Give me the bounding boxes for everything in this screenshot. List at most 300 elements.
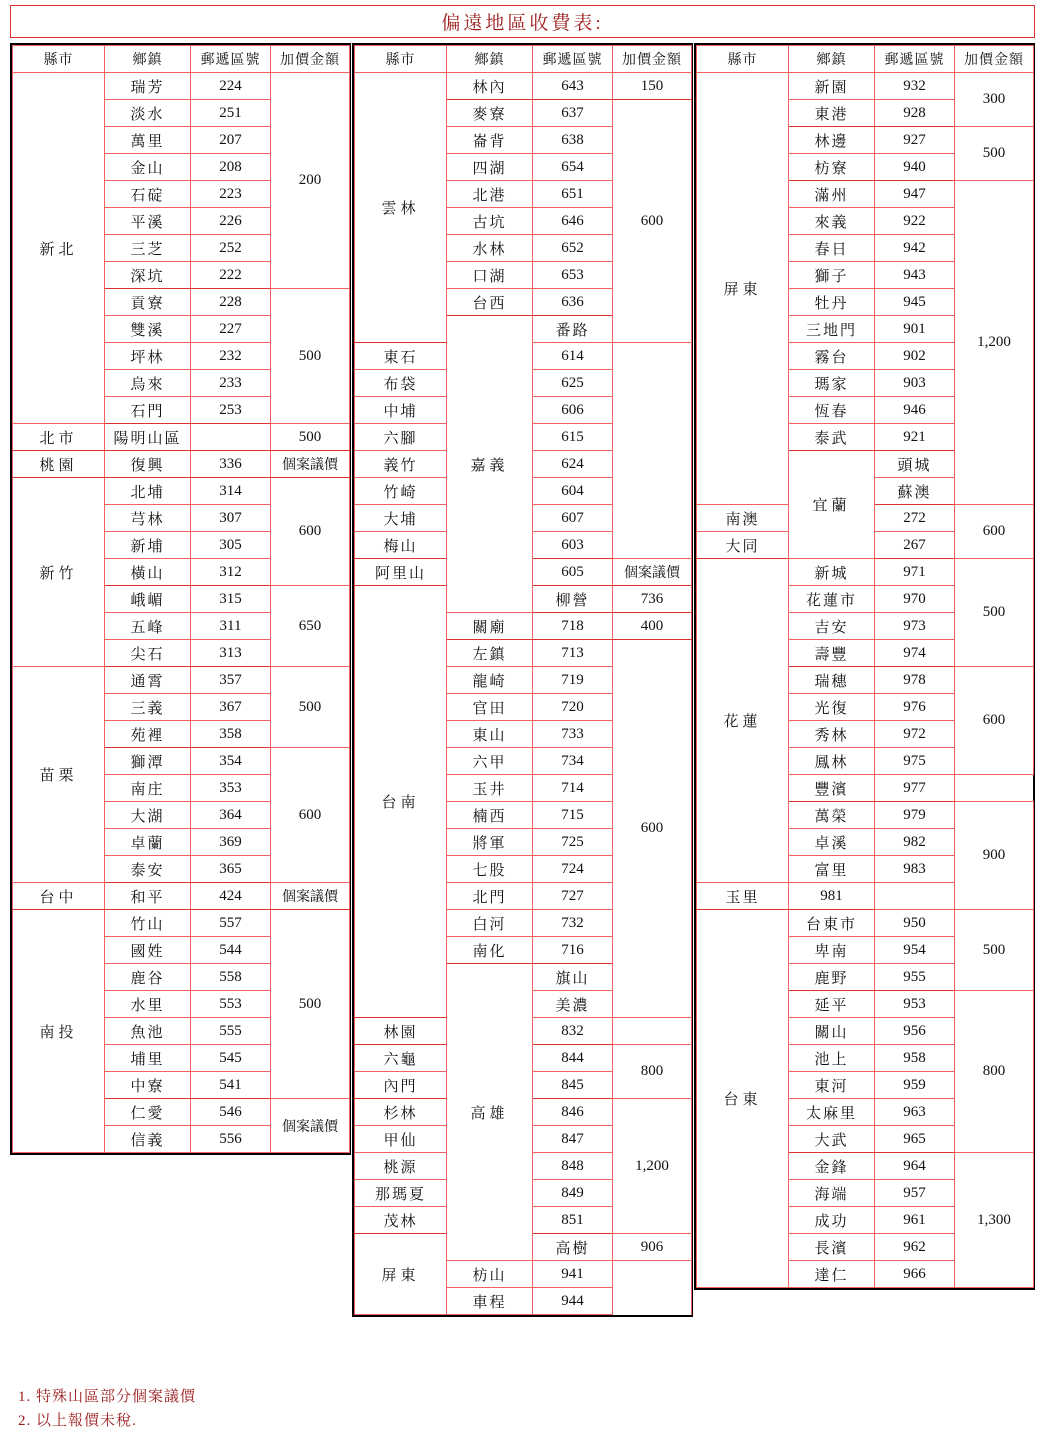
cell-county: 北市 (13, 424, 105, 451)
cell-town: 大同 (697, 532, 789, 559)
cell-town: 梅山 (355, 532, 447, 559)
cell-zipcode: 545 (191, 1045, 271, 1072)
cell-zipcode: 941 (533, 1261, 613, 1288)
cell-zipcode: 944 (533, 1288, 613, 1315)
cell-fee: 600 (613, 640, 692, 1018)
cell-zipcode: 736 (613, 586, 692, 613)
cell-zipcode: 848 (533, 1153, 613, 1180)
cell-zipcode: 954 (875, 937, 955, 964)
cell-zipcode: 233 (191, 370, 271, 397)
cell-town: 尖石 (105, 640, 191, 667)
cell-town: 橫山 (105, 559, 191, 586)
cell-zipcode: 646 (533, 208, 613, 235)
cell-fee: 500 (271, 910, 350, 1099)
cell-zipcode: 902 (875, 343, 955, 370)
cell-town: 水林 (447, 235, 533, 262)
cell-town: 關廟 (447, 613, 533, 640)
cell-town: 豐濱 (789, 775, 875, 802)
cell-zipcode: 606 (533, 397, 613, 424)
cell-town: 美濃 (533, 991, 613, 1018)
cell-fee: 150 (613, 73, 692, 100)
cell-town: 通霄 (105, 667, 191, 694)
cell-town: 林內 (447, 73, 533, 100)
cell-zipcode: 983 (875, 856, 955, 883)
cell-town: 春日 (789, 235, 875, 262)
table-block-left (10, 43, 351, 1155)
cell-town: 南庄 (105, 775, 191, 802)
cell-town: 東河 (789, 1072, 875, 1099)
cell-zipcode: 846 (533, 1099, 613, 1126)
cell-fee: 個案議價 (271, 1099, 350, 1153)
header-zip: 郵遞區號 (533, 46, 613, 73)
footer-note: 2. 以上報價未稅. (18, 1413, 137, 1429)
cell-town: 淡水 (105, 100, 191, 127)
cell-zipcode: 558 (191, 964, 271, 991)
cell-county: 南投 (13, 910, 105, 1153)
table-row (355, 73, 692, 100)
cell-town: 內門 (355, 1072, 447, 1099)
cell-town: 滿州 (789, 181, 875, 208)
header-fee: 加價金額 (271, 46, 350, 73)
cell-town: 楠西 (447, 802, 533, 829)
cell-town: 關山 (789, 1018, 875, 1045)
cell-town: 瑞芳 (105, 73, 191, 100)
cell-fee: 個案議價 (271, 451, 350, 478)
cell-zipcode: 732 (533, 910, 613, 937)
cell-town: 壽豐 (789, 640, 875, 667)
cell-town: 三地門 (789, 316, 875, 343)
cell-zipcode: 226 (191, 208, 271, 235)
cell-town: 大埔 (355, 505, 447, 532)
cell-zipcode: 546 (191, 1099, 271, 1126)
table-body (13, 73, 350, 1153)
table-header (697, 46, 1034, 73)
cell-zipcode: 354 (191, 748, 271, 775)
cell-town: 林園 (355, 1018, 447, 1045)
cell-town: 旗山 (533, 964, 613, 991)
cell-town: 泰武 (789, 424, 875, 451)
cell-town: 六腳 (355, 424, 447, 451)
cell-county: 台南 (355, 586, 447, 1018)
cell-town: 車程 (447, 1288, 533, 1315)
cell-town: 烏來 (105, 370, 191, 397)
cell-town: 中寮 (105, 1072, 191, 1099)
cell-town: 埔里 (105, 1045, 191, 1072)
cell-town: 瑪家 (789, 370, 875, 397)
cell-town: 光復 (789, 694, 875, 721)
cell-zipcode: 604 (533, 478, 613, 505)
cell-zipcode: 845 (533, 1072, 613, 1099)
cell-zipcode: 253 (191, 397, 271, 424)
cell-fee: 個案議價 (271, 883, 350, 910)
cell-town: 信義 (105, 1126, 191, 1153)
cell-zipcode: 964 (875, 1153, 955, 1180)
cell-zipcode: 955 (875, 964, 955, 991)
cell-town: 台東市 (789, 910, 875, 937)
cell-zipcode: 851 (533, 1207, 613, 1234)
cell-town: 石碇 (105, 181, 191, 208)
cell-zipcode: 353 (191, 775, 271, 802)
cell-town: 卓溪 (789, 829, 875, 856)
cell-zipcode: 207 (191, 127, 271, 154)
cell-town: 長濱 (789, 1234, 875, 1261)
cell-zipcode: 979 (875, 802, 955, 829)
cell-zipcode: 844 (533, 1045, 613, 1072)
cell-fee: 800 (613, 1045, 692, 1099)
cell-town: 獅子 (789, 262, 875, 289)
cell-town: 復興 (105, 451, 191, 478)
cell-zipcode: 603 (533, 532, 613, 559)
cell-town: 南化 (447, 937, 533, 964)
cell-fee: 1,200 (613, 1099, 692, 1234)
cell-town: 番路 (533, 316, 613, 343)
cell-town: 將軍 (447, 829, 533, 856)
cell-town: 杉林 (355, 1099, 447, 1126)
header-fee: 加價金額 (613, 46, 692, 73)
cell-town: 秀林 (789, 721, 875, 748)
cell-zipcode: 953 (875, 991, 955, 1018)
cell-zipcode: 981 (789, 883, 875, 910)
cell-zipcode: 224 (191, 73, 271, 100)
header-county: 縣市 (355, 46, 447, 73)
cell-town: 布袋 (355, 370, 447, 397)
cell-town: 瑞穗 (789, 667, 875, 694)
cell-town: 阿里山 (355, 559, 447, 586)
footer-notes (18, 1385, 618, 1433)
cell-town: 中埔 (355, 397, 447, 424)
cell-town: 林邊 (789, 127, 875, 154)
cell-town: 七股 (447, 856, 533, 883)
cell-fee: 600 (955, 505, 1034, 559)
header-row (697, 46, 1034, 73)
cell-town: 貢寮 (105, 289, 191, 316)
cell-county: 高雄 (447, 964, 533, 1261)
cell-zipcode: 982 (875, 829, 955, 856)
cell-zipcode: 928 (875, 100, 955, 127)
table-block-middle (352, 43, 693, 1317)
cell-zipcode: 365 (191, 856, 271, 883)
cell-zipcode: 719 (533, 667, 613, 694)
header-town: 鄉鎮 (447, 46, 533, 73)
page-title: 偏遠地區收費表: (441, 13, 604, 34)
cell-zipcode: 832 (533, 1018, 613, 1045)
cell-town: 四湖 (447, 154, 533, 181)
cell-town: 坪林 (105, 343, 191, 370)
cell-town: 三義 (105, 694, 191, 721)
cell-town: 頭城 (875, 451, 955, 478)
header-fee: 加價金額 (955, 46, 1034, 73)
table-row (13, 667, 350, 694)
cell-town: 新城 (789, 559, 875, 586)
cell-town: 石門 (105, 397, 191, 424)
cell-zipcode: 713 (533, 640, 613, 667)
cell-zipcode: 314 (191, 478, 271, 505)
cell-zipcode: 970 (875, 586, 955, 613)
cell-town: 和平 (105, 883, 191, 910)
cell-fee: 500 (955, 910, 1034, 991)
table-header (13, 46, 350, 73)
cell-zipcode: 557 (191, 910, 271, 937)
cell-zipcode: 901 (875, 316, 955, 343)
cell-town: 東港 (789, 100, 875, 127)
cell-town: 陽明山區 (105, 424, 191, 451)
cell-zipcode: 932 (875, 73, 955, 100)
cell-town: 花蓮市 (789, 586, 875, 613)
cell-fee: 500 (271, 667, 350, 748)
cell-zipcode: 720 (533, 694, 613, 721)
cell-zipcode: 651 (533, 181, 613, 208)
cell-zipcode: 305 (191, 532, 271, 559)
cell-town: 萬里 (105, 127, 191, 154)
cell-zipcode: 228 (191, 289, 271, 316)
cell-zipcode: 636 (533, 289, 613, 316)
cell-town: 義竹 (355, 451, 447, 478)
cell-fee: 400 (613, 613, 692, 640)
cell-zipcode: 961 (875, 1207, 955, 1234)
cell-zipcode: 637 (533, 100, 613, 127)
cell-town: 恆春 (789, 397, 875, 424)
cell-town: 苑裡 (105, 721, 191, 748)
fee-table (12, 45, 350, 1153)
header-county: 縣市 (697, 46, 789, 73)
cell-town: 麥寮 (447, 100, 533, 127)
cell-town: 白河 (447, 910, 533, 937)
fee-table (354, 45, 692, 1315)
header-zip: 郵遞區號 (191, 46, 271, 73)
cell-county: 宜蘭 (789, 451, 875, 559)
cell-fee: 1,200 (955, 181, 1034, 505)
cell-zipcode: 733 (533, 721, 613, 748)
cell-zipcode: 315 (191, 586, 271, 613)
cell-fee: 500 (955, 127, 1034, 181)
cell-town: 高樹 (533, 1234, 613, 1261)
cell-town: 玉井 (447, 775, 533, 802)
cell-zipcode: 311 (191, 613, 271, 640)
cell-town: 柳營 (533, 586, 613, 613)
cell-town: 國姓 (105, 937, 191, 964)
table-header (355, 46, 692, 73)
cell-zipcode: 364 (191, 802, 271, 829)
cell-fee: 500 (955, 559, 1034, 667)
cell-zipcode: 367 (191, 694, 271, 721)
cell-town: 新埔 (105, 532, 191, 559)
cell-fee: 1,300 (955, 1153, 1034, 1288)
cell-county: 台東 (697, 910, 789, 1288)
cell-town: 卑南 (789, 937, 875, 964)
cell-town: 海端 (789, 1180, 875, 1207)
header-row (13, 46, 350, 73)
cell-town: 那瑪夏 (355, 1180, 447, 1207)
header-zip: 郵遞區號 (875, 46, 955, 73)
cell-town: 牡丹 (789, 289, 875, 316)
cell-fee: 650 (271, 586, 350, 667)
cell-county: 花蓮 (697, 559, 789, 883)
cell-town: 來義 (789, 208, 875, 235)
cell-zipcode: 232 (191, 343, 271, 370)
cell-zipcode: 849 (533, 1180, 613, 1207)
cell-town: 太麻里 (789, 1099, 875, 1126)
cell-town: 竹崎 (355, 478, 447, 505)
cell-county: 新竹 (13, 478, 105, 667)
cell-town: 霧台 (789, 343, 875, 370)
cell-zipcode: 227 (191, 316, 271, 343)
cell-fee: 600 (613, 100, 692, 343)
cell-zipcode: 903 (875, 370, 955, 397)
cell-town: 獅潭 (105, 748, 191, 775)
cell-town: 仁愛 (105, 1099, 191, 1126)
header-town: 鄉鎮 (105, 46, 191, 73)
cell-town: 成功 (789, 1207, 875, 1234)
table-row (697, 73, 1034, 100)
cell-county: 台中 (13, 883, 105, 910)
cell-town: 萬榮 (789, 802, 875, 829)
cell-zipcode: 555 (191, 1018, 271, 1045)
cell-zipcode: 977 (875, 775, 955, 802)
cell-zipcode: 945 (875, 289, 955, 316)
cell-zipcode: 962 (875, 1234, 955, 1261)
cell-town: 東石 (355, 343, 447, 370)
cell-town: 芎林 (105, 505, 191, 532)
cell-zipcode: 906 (613, 1234, 692, 1261)
cell-town: 龍崎 (447, 667, 533, 694)
cell-zipcode: 544 (191, 937, 271, 964)
cell-zipcode: 652 (533, 235, 613, 262)
cell-county: 苗栗 (13, 667, 105, 883)
cell-zipcode: 973 (875, 613, 955, 640)
cell-town: 卓蘭 (105, 829, 191, 856)
cell-zipcode: 643 (533, 73, 613, 100)
cell-town: 甲仙 (355, 1126, 447, 1153)
cell-zipcode: 921 (875, 424, 955, 451)
cell-zipcode: 727 (533, 883, 613, 910)
cell-zipcode: 956 (875, 1018, 955, 1045)
cell-town: 富里 (789, 856, 875, 883)
table-row (13, 910, 350, 937)
table-row (697, 559, 1034, 586)
cell-fee: 500 (271, 289, 350, 424)
cell-zipcode: 971 (875, 559, 955, 586)
cell-town: 東山 (447, 721, 533, 748)
cell-town: 北門 (447, 883, 533, 910)
cell-zipcode: 716 (533, 937, 613, 964)
cell-zipcode: 978 (875, 667, 955, 694)
cell-zipcode: 966 (875, 1261, 955, 1288)
cell-zipcode: 615 (533, 424, 613, 451)
cell-zipcode: 940 (875, 154, 955, 181)
cell-town: 達仁 (789, 1261, 875, 1288)
cell-zipcode: 307 (191, 505, 271, 532)
cell-zipcode: 976 (875, 694, 955, 721)
cell-zipcode: 946 (875, 397, 955, 424)
cell-zipcode: 553 (191, 991, 271, 1018)
cell-town: 大武 (789, 1126, 875, 1153)
cell-zipcode: 965 (875, 1126, 955, 1153)
cell-zipcode: 715 (533, 802, 613, 829)
cell-zipcode: 272 (875, 505, 955, 532)
cell-town: 枋寮 (789, 154, 875, 181)
cell-zipcode: 654 (533, 154, 613, 181)
cell-zipcode: 950 (875, 910, 955, 937)
cell-zipcode: 336 (191, 451, 271, 478)
cell-town: 雙溪 (105, 316, 191, 343)
cell-zipcode: 725 (533, 829, 613, 856)
cell-town: 魚池 (105, 1018, 191, 1045)
cell-town: 茂林 (355, 1207, 447, 1234)
table-row (13, 73, 350, 100)
cell-zipcode: 223 (191, 181, 271, 208)
table-row (13, 424, 350, 451)
header-town: 鄉鎮 (789, 46, 875, 73)
cell-zipcode: 974 (875, 640, 955, 667)
cell-zipcode: 541 (191, 1072, 271, 1099)
cell-fee: 800 (955, 991, 1034, 1153)
header-row (355, 46, 692, 73)
cell-town: 崙背 (447, 127, 533, 154)
cell-town: 南澳 (697, 505, 789, 532)
cell-town: 口湖 (447, 262, 533, 289)
cell-county: 新北 (13, 73, 105, 424)
cell-town: 池上 (789, 1045, 875, 1072)
cell-town: 峨嵋 (105, 586, 191, 613)
cell-fee: 500 (271, 424, 350, 451)
cell-zipcode: 251 (191, 100, 271, 127)
table-row (697, 910, 1034, 937)
cell-zipcode: 958 (875, 1045, 955, 1072)
fee-table (696, 45, 1034, 1288)
cell-zipcode: 252 (191, 235, 271, 262)
cell-fee: 個案議價 (613, 559, 692, 586)
cell-zipcode: 614 (533, 343, 613, 370)
cell-zipcode: 424 (191, 883, 271, 910)
cell-fee: 200 (271, 73, 350, 289)
cell-zipcode: 605 (533, 559, 613, 586)
cell-zipcode: 724 (533, 856, 613, 883)
cell-town: 玉里 (697, 883, 789, 910)
cell-zipcode: 922 (875, 208, 955, 235)
cell-zipcode: 312 (191, 559, 271, 586)
cell-zipcode: 556 (191, 1126, 271, 1153)
cell-zipcode: 734 (533, 748, 613, 775)
cell-town: 深坑 (105, 262, 191, 289)
cell-town: 新園 (789, 73, 875, 100)
cell-county: 雲林 (355, 73, 447, 343)
cell-zipcode: 624 (533, 451, 613, 478)
cell-zipcode: 947 (875, 181, 955, 208)
cell-town: 竹山 (105, 910, 191, 937)
cell-zipcode: 313 (191, 640, 271, 667)
cell-county: 嘉義 (447, 316, 533, 613)
cell-zipcode (191, 424, 271, 451)
cell-zipcode: 847 (533, 1126, 613, 1153)
cell-zipcode: 959 (875, 1072, 955, 1099)
cell-town: 北埔 (105, 478, 191, 505)
cell-town: 水里 (105, 991, 191, 1018)
cell-zipcode: 957 (875, 1180, 955, 1207)
cell-county: 桃園 (13, 451, 105, 478)
cell-fee: 900 (955, 802, 1034, 910)
cell-town: 五峰 (105, 613, 191, 640)
table-body (355, 73, 692, 1315)
header-county: 縣市 (13, 46, 105, 73)
cell-town: 三芝 (105, 235, 191, 262)
cell-fee: 600 (271, 748, 350, 883)
table-row (13, 883, 350, 910)
table-block-right (694, 43, 1035, 1290)
cell-zipcode: 942 (875, 235, 955, 262)
cell-town: 官田 (447, 694, 533, 721)
cell-zipcode: 222 (191, 262, 271, 289)
cell-zipcode: 963 (875, 1099, 955, 1126)
